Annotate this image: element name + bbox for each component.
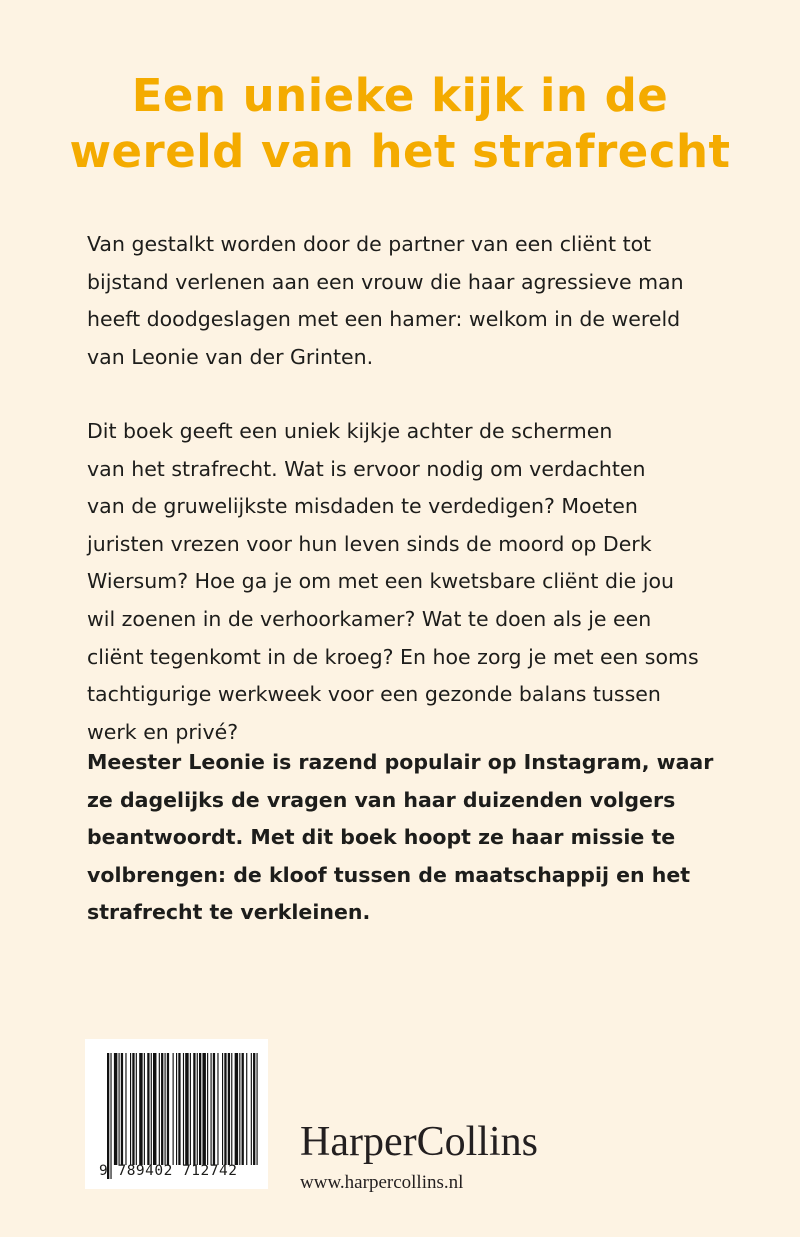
barcode-bar	[242, 1053, 244, 1165]
publisher-logo: HarperCollins	[300, 1119, 538, 1165]
barcode-bar	[147, 1053, 149, 1165]
text-line: tachtigurige werkweek voor een gezonde balans tussen	[87, 682, 661, 707]
text-line: heeft doodgeslagen met een hamer: welkom in de wereld	[87, 307, 681, 332]
isbn-barcode	[85, 1039, 268, 1189]
barcode-bar	[176, 1053, 177, 1165]
description-paragraph	[87, 413, 767, 751]
barcode-bar	[139, 1053, 142, 1165]
barcode-bar	[213, 1053, 215, 1165]
text-line: werk en privé?	[87, 719, 239, 744]
barcode-bar	[161, 1053, 163, 1165]
barcode-bar	[178, 1053, 180, 1165]
cover-headline	[0, 68, 800, 180]
barcode-bar	[217, 1053, 218, 1165]
barcode-bar	[151, 1053, 152, 1165]
barcode-bar	[136, 1053, 137, 1165]
barcode-bar	[231, 1053, 232, 1165]
isbn-number: 9 789402 712742	[99, 1163, 238, 1179]
barcode-bar	[190, 1053, 191, 1165]
barcode-bar	[119, 1053, 120, 1165]
text-line: van Leonie van der Grinten.	[87, 344, 374, 369]
text-line: strafrecht te verkleinen.	[87, 900, 371, 925]
barcode-bar	[114, 1053, 117, 1165]
barcode-bar	[202, 1053, 205, 1165]
barcode-bar	[144, 1053, 145, 1165]
text-line: Wiersum? Hoe ga je om met een kwetsbare cliënt die jou	[87, 569, 675, 594]
text-line: ze dagelijks de vragen van haar duizenden volgers	[87, 787, 676, 812]
barcode-bar	[183, 1053, 184, 1165]
barcode-bar	[121, 1053, 123, 1165]
text-line: volbrengen: de kloof tussen de maatschappij en het	[87, 862, 691, 887]
barcode-bar	[211, 1053, 212, 1165]
barcode-bar	[239, 1053, 240, 1165]
barcode-bar	[199, 1053, 201, 1165]
barcode-bar	[167, 1053, 169, 1165]
barcode-bar	[110, 1053, 111, 1179]
headline-line: wereld van het strafrecht	[69, 125, 731, 178]
barcode-bar	[224, 1053, 226, 1165]
text-line: van de gruwelijkste misdaden te verdedigen? Moeten	[87, 494, 638, 519]
barcode-bar	[235, 1053, 238, 1165]
barcode-bar	[222, 1053, 223, 1165]
barcode-bar	[251, 1053, 252, 1165]
text-line: cliënt tegenkomt in de kroeg? En hoe zorg je met een soms	[87, 644, 699, 669]
text-line: juristen vrezen voor hun leven sinds de moord op Derk	[87, 531, 652, 556]
barcode-bar	[125, 1053, 126, 1165]
text-line: wil zoenen in de verhoorkamer? Wat te doen als je een	[87, 606, 652, 631]
intro-paragraph	[87, 226, 767, 376]
author-paragraph	[87, 744, 767, 932]
text-line: beantwoordt. Met dit boek hoopt ze haar missie te	[87, 825, 676, 850]
barcode-bar	[153, 1053, 156, 1165]
text-line: bijstand verlenen aan een vrouw die haar agressieve man	[87, 269, 684, 294]
barcode-bar	[132, 1053, 134, 1165]
publisher-url: www.harpercollins.nl	[300, 1172, 464, 1193]
barcode-bar	[246, 1053, 247, 1165]
barcode-bar	[185, 1053, 188, 1165]
barcode-bar	[107, 1053, 109, 1179]
barcode-bar	[165, 1053, 166, 1165]
barcode-bar	[197, 1053, 198, 1165]
text-line: Van gestalkt worden door de partner van een cliënt tot	[87, 232, 652, 256]
headline-line: Een unieke kijk in de	[131, 69, 669, 122]
barcode-bar	[173, 1053, 174, 1165]
barcode-bar	[228, 1053, 230, 1165]
barcode-bar	[159, 1053, 160, 1165]
barcode-bar	[253, 1053, 255, 1165]
barcode-bar	[193, 1053, 195, 1165]
barcode-bar	[207, 1053, 208, 1165]
text-line: van het strafrecht. Wat is ervoor nodig om verdachten	[87, 456, 646, 481]
barcode-bar	[257, 1053, 258, 1165]
barcode-bar	[130, 1053, 131, 1165]
text-line: Dit boek geeft een uniek kijkje achter de schermen	[87, 419, 613, 443]
text-line: Meester Leonie is razend populair op Instagram, waar	[87, 750, 714, 774]
